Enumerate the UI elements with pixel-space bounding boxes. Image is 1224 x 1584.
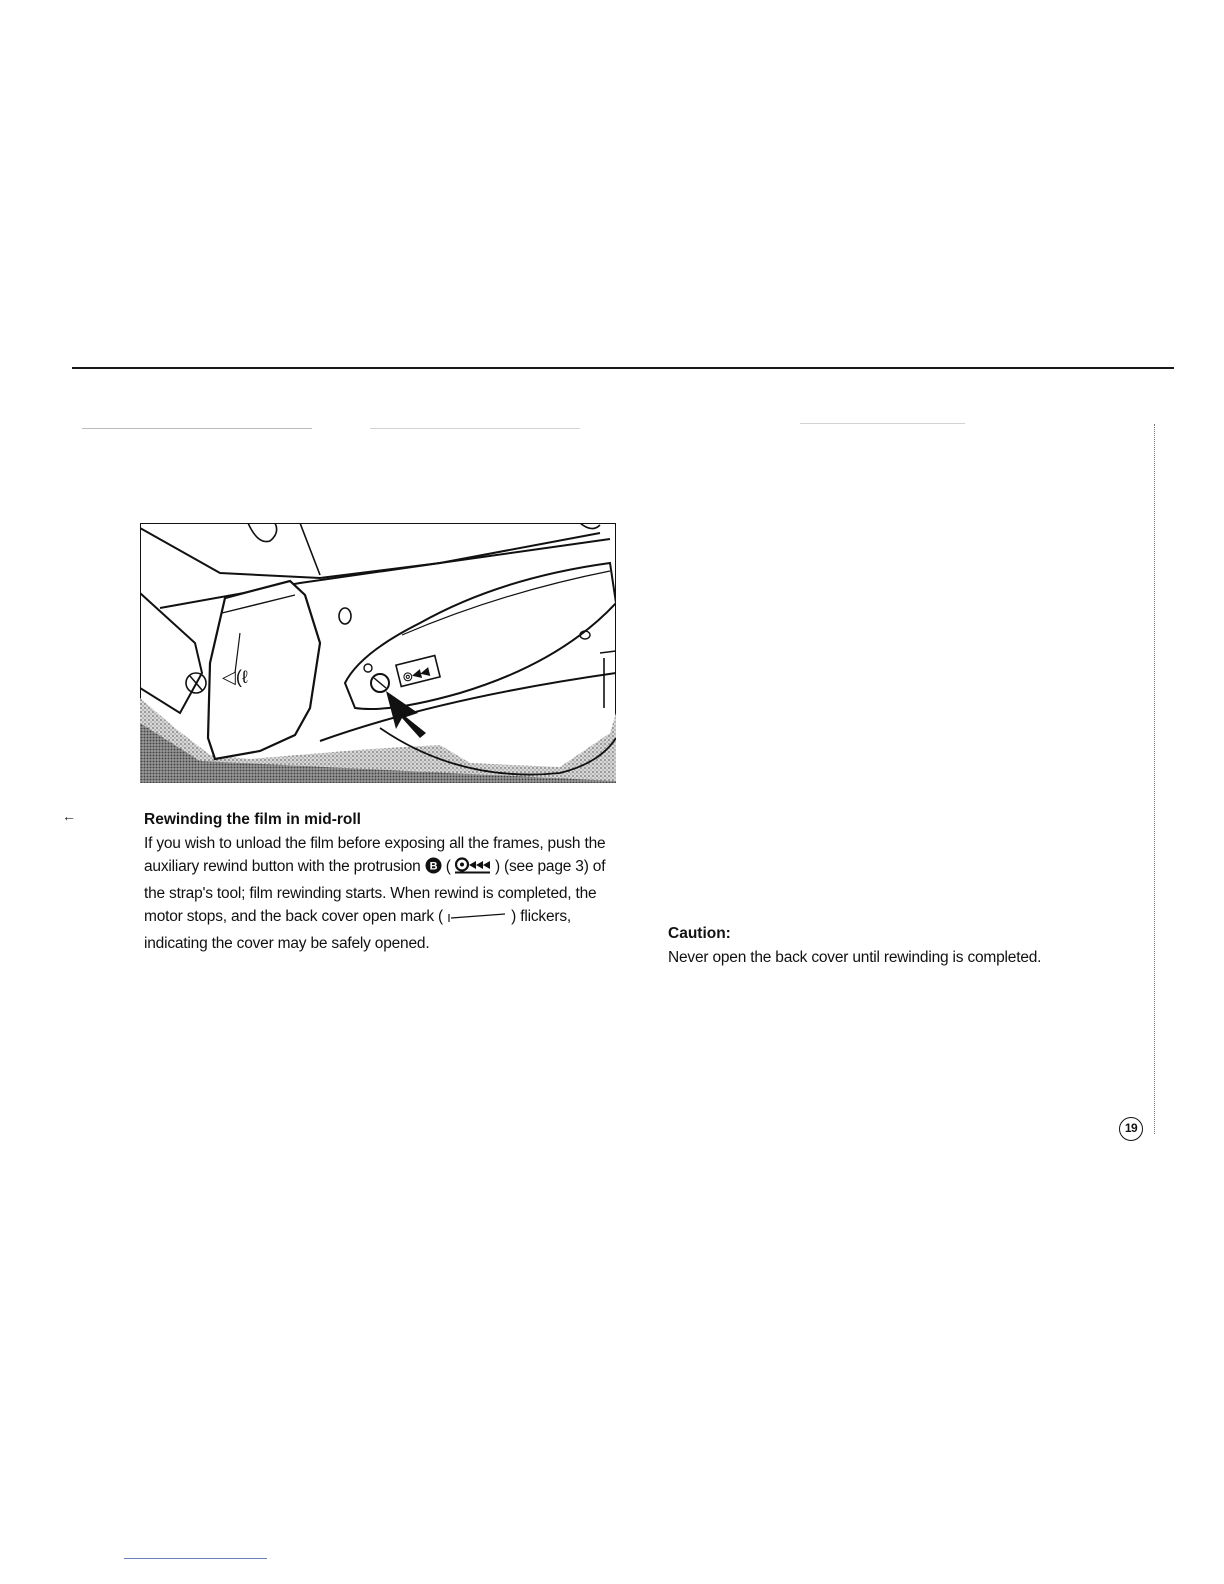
- scan-noise: [800, 423, 965, 424]
- protrusion-letter: B: [429, 860, 438, 873]
- body-text-part1: If you wish to unload the film before exposing all the frames, push the auxiliary rewind button with the protrusion: [144, 834, 606, 875]
- section-body: If you wish to unload the film before exposing all the frames, push the auxiliary rewind button with the protrusion B ( ) (see page 3) of the strap's tool; film rewinding starts. When rewind is completed, the motor stops, and the back cover open mark ( ) flickers, indicating the cover may be safely opened.: [144, 834, 606, 952]
- bottom-rule: [124, 1558, 267, 1559]
- body-text-part2: ) (see page 3) of the strap's tool; film rewinding starts. When rewind is completed, the motor stops, and the back cover open mark (: [144, 858, 606, 925]
- scan-noise: [370, 428, 580, 429]
- caution-text: Never open the back cover until rewinding is completed.: [668, 948, 1042, 966]
- section-heading: Rewinding the film in mid-roll: [144, 811, 361, 828]
- margin-mark: ←: [62, 808, 76, 824]
- right-margin-line: [1154, 424, 1156, 1134]
- caution-section: [668, 922, 1148, 969]
- body-text-part3: ) flickers, indicating the cover may be safely opened.: [144, 908, 571, 952]
- svg-text:◁(ℓ: ◁(ℓ: [222, 667, 248, 687]
- back-cover-open-mark-icon: [447, 908, 507, 932]
- rewind-section: [144, 808, 614, 955]
- rewind-button-icon: [455, 857, 491, 882]
- scan-noise: [82, 428, 312, 429]
- protrusion-marker-icon: [425, 857, 442, 882]
- page-number: 19: [1119, 1117, 1143, 1141]
- camera-bottom-illustration: [140, 523, 616, 783]
- top-rule: [72, 367, 1174, 369]
- caution-title: Caution:: [668, 925, 731, 942]
- svg-text:◎◀◀: ◎◀◀: [401, 665, 431, 684]
